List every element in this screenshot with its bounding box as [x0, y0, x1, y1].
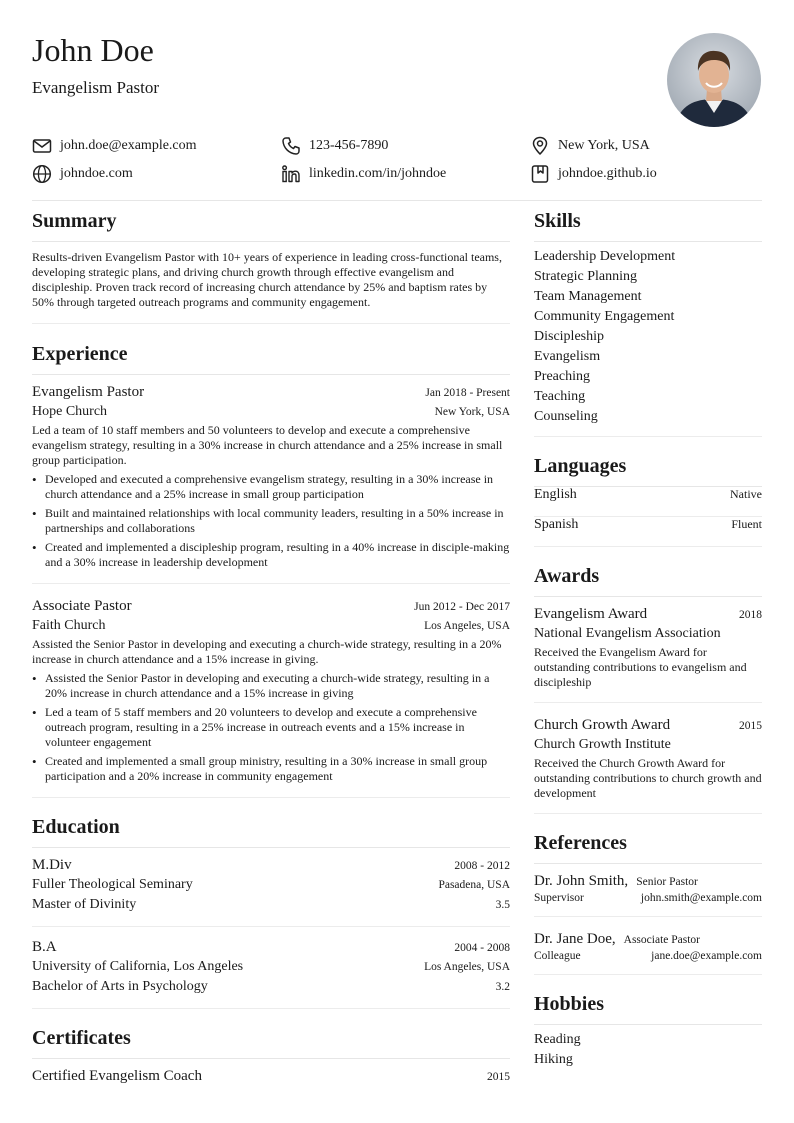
certificate-year: 2015 [487, 1071, 510, 1083]
job-role: Associate Pastor [32, 598, 132, 614]
bookmark-icon [530, 164, 550, 184]
edu-end-rule [32, 926, 510, 927]
job-end-rule [32, 583, 510, 584]
language-name: English [534, 487, 577, 502]
job-location: Los Angeles, USA [424, 620, 510, 632]
job-location: New York, USA [434, 406, 510, 418]
summary-section [32, 208, 510, 324]
job-description: Assisted the Senior Pastor in developing and executing a church-wide strategy, resulting in a 20% increase in church attendance and a 15% increase in giving. [32, 637, 502, 666]
reference-email[interactable]: john.smith@example.com [640, 892, 762, 904]
edu-school: University of California, Los Angeles [32, 959, 244, 974]
job-bullet: • Built and maintained relationships with local community leaders, resulting in a 50% increase in partnerships and collaborations [32, 506, 510, 536]
education-heading: Education [32, 816, 120, 838]
language-level: Fluent [731, 517, 762, 531]
contact-linkedin-text: linkedin.com/in/johndoe [309, 166, 447, 181]
reference-name: Dr. John Smith, [534, 873, 629, 889]
edu-end-rule [32, 1008, 510, 1009]
edu-field: Bachelor of Arts in Psychology [32, 979, 208, 994]
skill-item: Leadership Development [534, 249, 676, 264]
summary-end-rule [32, 323, 510, 324]
award-year: 2015 [739, 720, 762, 732]
references-heading: References [534, 832, 627, 854]
certificates-rule [32, 1058, 510, 1059]
reference-position: Associate Pastor [623, 934, 700, 946]
awards-section [534, 563, 762, 814]
job-bullet: • Assisted the Senior Pastor in developing and executing a church-wide strategy, resulting in a 20% increase in church attendance and a 15% increase in giving [32, 671, 510, 701]
skill-item: Strategic Planning [534, 269, 638, 284]
awards-heading: Awards [534, 565, 600, 587]
award-description: Received the Church Growth Award for outstanding contributions to church growth and development [534, 756, 762, 800]
award-name: Church Growth Award [534, 717, 671, 733]
awards-rule [534, 596, 762, 597]
skill-item: Discipleship [534, 329, 604, 344]
edu-location: Pasadena, USA [438, 879, 510, 891]
skill-item: Community Engagement [534, 309, 675, 324]
summary-rule [32, 241, 510, 242]
hobby-item: Hiking [534, 1052, 573, 1067]
hobbies-rule [534, 1024, 762, 1025]
job-org: Faith Church [32, 618, 106, 633]
edu-gpa: 3.5 [495, 899, 510, 911]
job-dates: Jan 2018 - Present [425, 387, 510, 399]
skill-item: Evangelism [534, 349, 601, 364]
edu-school: Fuller Theological Seminary [32, 877, 193, 892]
reference-relation: Supervisor [534, 892, 584, 904]
language-level: Native [730, 487, 762, 501]
contact-linkedin[interactable] [281, 164, 446, 184]
language-entry [534, 487, 762, 516]
skill-item: Counseling [534, 409, 598, 424]
skill-item: Teaching [534, 389, 586, 404]
contact-email[interactable] [32, 136, 197, 156]
contact-website[interactable] [32, 164, 133, 184]
language-name: Spanish [534, 517, 579, 532]
languages-heading: Languages [534, 455, 627, 477]
job-bullets [32, 472, 510, 570]
header-divider [32, 200, 762, 201]
education-rule [32, 847, 510, 848]
edu-gpa: 3.2 [495, 981, 510, 993]
education-entry [32, 937, 510, 1009]
job-bullet: • Created and implemented a small group ministry, resulting in a 30% increase in small group participation and a 20% increase in community engagement [32, 754, 510, 784]
reference-position: Senior Pastor [636, 876, 698, 888]
hobbies-heading: Hobbies [534, 993, 605, 1015]
experience-rule [32, 374, 510, 375]
linkedin-icon [281, 164, 301, 184]
award-name: Evangelism Award [534, 606, 648, 622]
job-end-rule [32, 797, 510, 798]
mail-icon [32, 136, 52, 156]
job-bullet: • Led a team of 5 staff members and 20 volunteers to develop and execute a comprehensive outreach program, resulting in a 25% increase in outreach events and a 15% increase in volunteer engagement [32, 705, 510, 750]
contact-row-2 [32, 164, 762, 184]
right-column [534, 208, 762, 1070]
language-entry [534, 517, 762, 546]
left-column [32, 208, 510, 1086]
certificate-name: Certified Evangelism Coach [32, 1068, 202, 1084]
job-bullet: • Developed and executed a comprehensive evangelism strategy, resulting in a 30% increase in church attendance and a 25% increase in small group participation [32, 472, 510, 502]
summary-heading: Summary [32, 210, 117, 232]
award-entry [534, 604, 762, 703]
contact-phone-text: 123-456-7890 [309, 138, 389, 153]
job-entry [32, 382, 510, 584]
skills-list [534, 247, 762, 427]
profile-photo [667, 33, 761, 127]
hobbies-section [534, 991, 762, 1070]
references-section [534, 830, 762, 975]
contact-location [530, 136, 650, 156]
reference-relation: Colleague [534, 950, 581, 962]
skills-heading: Skills [534, 210, 581, 232]
edu-dates: 2004 - 2008 [454, 942, 510, 954]
references-rule [534, 863, 762, 864]
contact-github-text: johndoe.github.io [558, 166, 657, 181]
education-entry [32, 855, 510, 927]
edu-location: Los Angeles, USA [424, 961, 510, 973]
award-end-rule [534, 702, 762, 703]
phone-icon [281, 136, 301, 156]
job-dates: Jun 2012 - Dec 2017 [414, 601, 510, 613]
experience-heading: Experience [32, 343, 128, 365]
contact-location-text: New York, USA [558, 138, 650, 153]
education-section [32, 814, 510, 1009]
candidate-title: Evangelism Pastor [32, 78, 160, 97]
edu-degree: B.A [32, 939, 57, 955]
skills-end-rule [534, 436, 762, 437]
contact-github[interactable] [530, 164, 657, 184]
languages-section [534, 453, 762, 547]
contact-email-text: john.doe@example.com [60, 138, 197, 153]
skills-section [534, 208, 762, 437]
contact-phone[interactable] [281, 136, 388, 156]
award-entry [534, 715, 762, 814]
summary-text: Results-driven Evangelism Pastor with 10+ years of experience in leading cross-functional teams, developing strategic plans, and driving church growth through effective evangelism and discipleship. Proven track record of increasing church attendance by 25% and baptism rates by 50% through targeted outreach programs and community engagement. [32, 250, 502, 309]
hobbies-list [534, 1030, 762, 1070]
certificates-section [32, 1025, 510, 1086]
job-bullet: • Created and implemented a discipleship program, resulting in a 40% increase in disciple-making and a 30% increase in leadership development [32, 540, 510, 570]
globe-icon [32, 164, 52, 184]
reference-email[interactable]: jane.doe@example.com [651, 950, 762, 962]
award-end-rule [534, 813, 762, 814]
hobby-item: Reading [534, 1032, 581, 1047]
award-description: Received the Evangelism Award for outstanding contributions to evangelism and discipleship [534, 645, 747, 689]
contact-website-text: johndoe.com [60, 166, 133, 181]
candidate-name: John Doe [32, 32, 154, 68]
location-pin-icon [530, 136, 550, 156]
job-description: Led a team of 10 staff members and 50 volunteers to develop and execute a comprehensive evangelism strategy, resulting in a 30% increase in church attendance and a 25% increase in small group participation. [32, 423, 503, 467]
reference-end-rule [534, 916, 762, 917]
reference-end-rule [534, 974, 762, 975]
skill-item: Team Management [534, 289, 642, 304]
award-year: 2018 [739, 609, 762, 621]
edu-field: Master of Divinity [32, 897, 137, 912]
job-entry [32, 596, 510, 798]
skill-item: Preaching [534, 369, 590, 384]
edu-degree: M.Div [32, 857, 72, 873]
job-org: Hope Church [32, 404, 108, 419]
contact-row-1 [32, 136, 762, 156]
job-bullets [32, 671, 510, 784]
experience-section [32, 341, 510, 798]
edu-dates: 2008 - 2012 [454, 860, 510, 872]
job-role: Evangelism Pastor [32, 384, 145, 400]
reference-entry [534, 871, 762, 917]
reference-entry [534, 929, 762, 975]
award-org: National Evangelism Association [534, 626, 721, 641]
certificate-entry [32, 1066, 510, 1086]
certificates-heading: Certificates [32, 1027, 131, 1049]
language-divider [534, 546, 762, 547]
skills-rule [534, 241, 762, 242]
reference-name: Dr. Jane Doe, [534, 931, 616, 947]
award-org: Church Growth Institute [534, 737, 671, 752]
